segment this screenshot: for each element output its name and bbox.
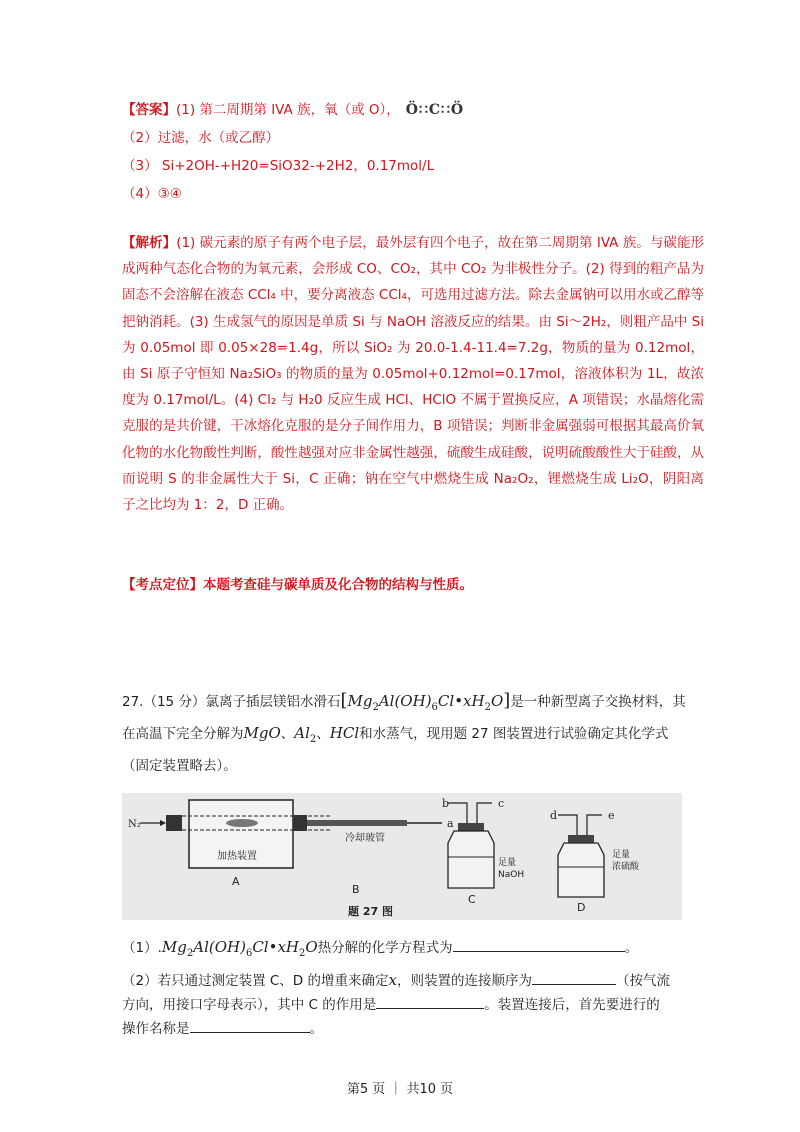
sub2-line2a: 方向，用接口字母表示），其中 C 的作用是 — [122, 997, 377, 1013]
q27-line-2 — [122, 717, 692, 750]
answer-block — [122, 96, 702, 208]
sub2-part3: （按气流 — [615, 973, 670, 989]
question-27 — [122, 684, 692, 783]
label-B: B — [352, 883, 360, 896]
bottle-c — [448, 831, 494, 888]
bottle-c-reagent-2: NaOH — [498, 870, 525, 880]
sep-1: 、 — [280, 726, 295, 742]
page-footer: 第5 页 ｜ 共10 页 — [346, 1082, 454, 1097]
kaodian-line: 【考点定位】本题考查硅与碳单质及化合物的结构与性质。 — [122, 577, 473, 593]
q27-prefix: 27.（15 分）氯离子插层镁铝水滑石 — [122, 694, 341, 710]
sub2-operation-blank[interactable] — [190, 1018, 310, 1033]
product-mgo: MgO — [243, 724, 281, 742]
bottle-d-reagent-2: 浓硫酸 — [612, 862, 640, 872]
analysis-paragraph — [122, 230, 704, 518]
sub1-answer-blank[interactable] — [453, 937, 625, 952]
sub2-line-1 — [122, 968, 692, 993]
figure-caption: 题 27 图 — [348, 905, 393, 918]
bottle-c-reagent-1: 足量 — [498, 858, 517, 868]
q27-line2-b: 和水蒸气，现用题 27 图装置进行试验确定其化学式 — [359, 726, 669, 742]
cooling-tube — [307, 820, 407, 826]
right-stopper — [293, 815, 307, 831]
q27-line2-a: 在高温下完全分解为 — [122, 726, 244, 742]
sep-2: 、 — [316, 726, 330, 742]
label-c: c — [498, 797, 505, 810]
sub-question-2 — [122, 968, 692, 1041]
sub2-var-x: x — [388, 971, 397, 989]
product-al2: $Al_2$ — [294, 724, 317, 745]
answer-label: 【答案】 — [122, 102, 176, 118]
analysis-block — [122, 230, 704, 518]
label-C: C — [468, 893, 476, 906]
label-d: d — [550, 809, 558, 822]
analysis-label: 【解析】 — [122, 235, 177, 251]
apparatus-diagram — [122, 793, 682, 920]
answer-line-2: （2）过滤，水（或乙醇） — [122, 130, 280, 146]
sub2-line2b: 。装置连接后，首先要进行的 — [484, 997, 660, 1013]
sub2-line-3 — [122, 1017, 692, 1041]
sample — [226, 819, 258, 827]
answer-line-4: （4）③④ — [122, 186, 182, 202]
analysis-text: (1) 碳元素的原子有两个电子层，最外层有四个电子，故在第二周期第 IVA 族。与碳能形成两种气态化合物的为氧元素，会形成 CO、CO₂，其中 CO₂ 为非极性分子。(2) 得到的粗产品为固态不会溶解在液态 CCl₄ 中，要分离液态 CCl₄，可选用过滤方法。除去金属钠可以用水或乙醇等把钠消耗。(3) 生成氢气的原因是单质 Si 与 NaOH 溶液反应的结果。由 Si～2H₂，则粗产品中 Si 为 0.05mol 即 0.05×28=1.4g，所以 SiO₂ 为 20.0-1.4-11.4=7.2g，物质的量为 0.12mol，由 Si 原子守恒知 Na₂SiO₃ 的物质的量为 0.05mol+0.12mol=0.17mol，溶液体积为 1L，故浓度为 0.17mol/L。(4) Cl₂ 与 H₂0 反应生成 HCl、HClO 不属于置换反应，A 项错误；水晶熔化需克服的是共价键，干冰熔化克服的是分子间作用力，B 项错误；判断非金属强弱可根据其最高价氧化物的水化物酸性判断，酸性越强对应非金属性越强，硫酸生成硅酸，说明硫酸酸性大于硅酸，从而说明 S 的非金属性大于 Si，C 正确；钠在空气中燃烧生成 Na₂O₂，锂燃烧生成 Li₂O，阴阳离子之比均为 1：2，D 正确。 — [122, 235, 704, 514]
sub1-prefix: （1）. — [122, 940, 162, 956]
left-stopper — [166, 815, 182, 831]
sub2-line3a: 操作名称是 — [122, 1021, 190, 1037]
answer-line-3: （3） Si+2OH-+H20=SiO32-+2H2，0.17mol/L — [122, 158, 435, 174]
sub1-end: 。 — [624, 940, 639, 956]
label-e: e — [608, 809, 615, 822]
label-a: a — [447, 817, 454, 830]
answer-line-1 — [122, 96, 702, 124]
label-b: b — [442, 797, 450, 810]
label-A: A — [232, 875, 240, 888]
apparatus-figure — [122, 793, 682, 920]
bottle-d-reagent-1: 足量 — [612, 850, 631, 860]
n2-arrow-head — [160, 820, 166, 826]
sub1-formula: $Mg_2Al(OH)_6Cl•xH_2O$ — [161, 938, 318, 959]
bottle-c-stopper — [458, 823, 484, 831]
q27-line-1 — [122, 684, 692, 717]
sub2-order-blank[interactable] — [532, 970, 616, 985]
sub-question-1 — [122, 936, 692, 965]
sub2-line-2 — [122, 993, 692, 1017]
bottle-d — [558, 843, 604, 897]
hydrotalcite-formula: $[Mg_2Al(OH)_6Cl•xH_2O]$ — [340, 690, 511, 713]
sub1-suffix: 热分解的化学方程式为 — [317, 940, 453, 956]
sub2-part2: ，则装置的连接顺序为 — [396, 973, 532, 989]
sub2-c-role-blank[interactable] — [376, 994, 484, 1009]
co2-electron-dot-formula: Ö∷C∷Ö — [405, 102, 465, 118]
n2-label: N₂ — [128, 819, 141, 830]
bottle-d-stopper — [568, 835, 594, 843]
product-hcl: HCl — [329, 724, 360, 742]
heater-label: 加热装置 — [217, 851, 257, 862]
condenser-label: 冷却玻管 — [345, 833, 385, 844]
sub2-line3b: 。 — [309, 1021, 323, 1037]
answer-text-1: (1) 第二周期第 IVA 族，氧（或 O）， — [176, 102, 400, 118]
q27-suffix: 是一种新型离子交换材料，其 — [510, 694, 686, 710]
label-D: D — [577, 901, 586, 914]
q27-line-3: （固定装置略去）。 — [122, 758, 237, 774]
sub2-part1: （2）若只通过测定装置 C、D 的增重来确定 — [122, 973, 389, 989]
